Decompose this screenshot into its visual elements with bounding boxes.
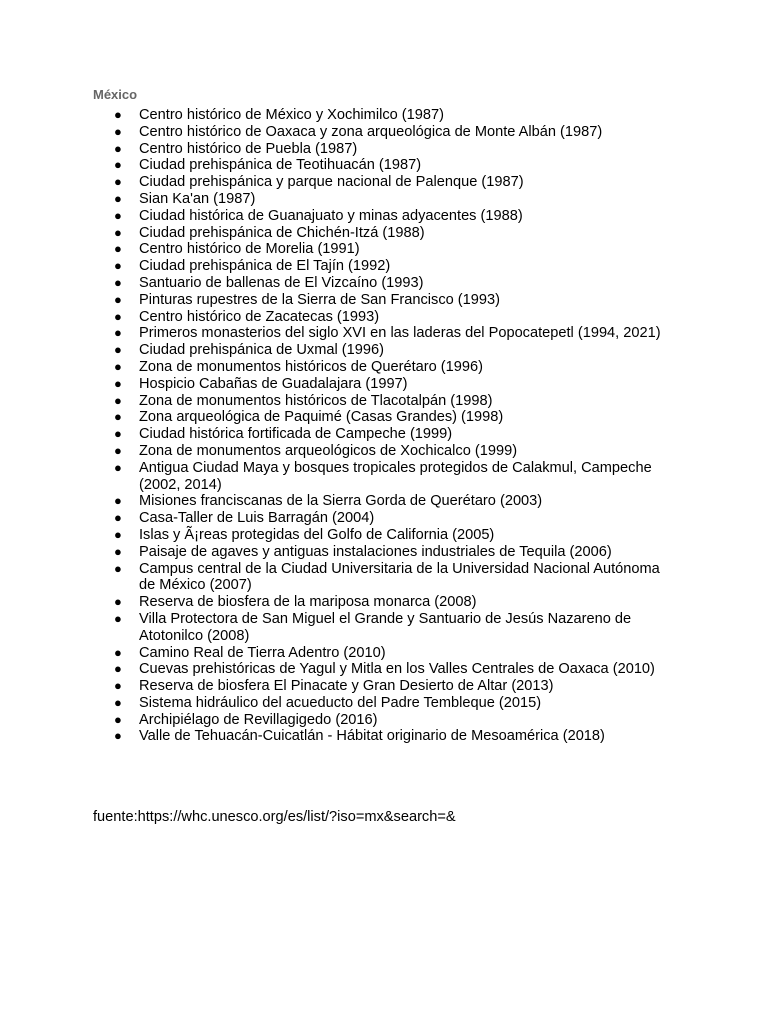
bullet-icon: ● (114, 409, 122, 425)
list-item (0, 208, 664, 225)
bullet-icon: ● (114, 728, 122, 744)
bullet-icon: ● (114, 510, 122, 526)
list-item-text: Cuevas prehistóricas de Yagul y Mitla en los Valles Centrales de Oaxaca (2010) (139, 661, 655, 678)
bullet-icon: ● (114, 644, 122, 660)
list-item (0, 510, 664, 527)
bullet-icon: ● (114, 207, 122, 223)
list-item (0, 275, 664, 292)
list-item-text: Ciudad prehispánica de Uxmal (1996) (139, 342, 384, 359)
heritage-site-list (0, 107, 700, 745)
bullet-icon: ● (114, 358, 122, 374)
list-item (0, 241, 664, 258)
bullet-icon: ● (114, 308, 122, 324)
list-item (0, 393, 664, 410)
bullet-icon: ● (114, 123, 122, 139)
list-item-text: Zona de monumentos históricos de Querétaro (1996) (139, 358, 483, 375)
list-item (0, 376, 664, 393)
list-item-text: Misiones franciscanas de la Sierra Gorda de Querétaro (2003) (139, 493, 543, 510)
list-item-text: Reserva de biosfera El Pinacate y Gran Desierto de Altar (2013) (139, 678, 554, 695)
bullet-icon: ● (114, 543, 122, 559)
list-item-text: Valle de Tehuacán-Cuicatlán - Hábitat originario de Mesoamérica (2018) (139, 728, 605, 745)
list-item-text: Ciudad prehispánica de Teotihuacán (1987) (139, 157, 422, 174)
bullet-icon: ● (114, 392, 122, 408)
bullet-icon: ● (114, 107, 122, 122)
list-item-text: Casa-Taller de Luis Barragán (2004) (139, 510, 375, 527)
bullet-icon: ● (114, 375, 122, 391)
list-item-text: Campus central de la Ciudad Universitaria de la Universidad Nacional Autónoma de México (2007) (139, 560, 660, 594)
list-item (0, 443, 664, 460)
list-item-text: Zona de monumentos históricos de Tlacotalpán (1998) (139, 392, 493, 409)
source-url-line: fuente:https://whc.unesco.org/es/list/?iso=mx&search=& (93, 809, 456, 825)
list-item-text: Ciudad histórica fortificada de Campeche (1999) (139, 426, 453, 443)
list-item-text: Centro histórico de Zacatecas (1993) (139, 308, 380, 325)
list-item (0, 342, 664, 359)
list-item-text: Paisaje de agaves y antiguas instalaciones industriales de Tequila (2006) (139, 543, 612, 560)
list-item-text: Ciudad histórica de Guanajuato y minas adyacentes (1988) (139, 207, 523, 224)
list-item (0, 174, 664, 191)
list-item-text: Centro histórico de Oaxaca y zona arqueológica de Monte Albán (1987) (139, 123, 603, 140)
bullet-icon: ● (114, 493, 122, 509)
bullet-icon: ● (114, 174, 122, 190)
list-item-text: Camino Real de Tierra Adentro (2010) (139, 644, 386, 661)
list-item-text: Centro histórico de Morelia (1991) (139, 241, 360, 258)
bullet-icon: ● (114, 325, 122, 341)
list-item-text: Primeros monasterios del siglo XVI en las laderas del Popocatepetl (1994, 2021) (139, 325, 661, 342)
document-heading: México (93, 87, 138, 102)
bullet-icon: ● (114, 426, 122, 442)
list-item (0, 594, 664, 611)
list-item (0, 141, 664, 158)
bullet-icon: ● (114, 711, 122, 727)
list-item-text: Ciudad prehispánica de Chichén-Itzá (1988) (139, 224, 425, 241)
list-item (0, 124, 664, 141)
bullet-icon: ● (114, 190, 122, 206)
list-item (0, 258, 664, 275)
bullet-icon: ● (114, 442, 122, 458)
list-item (0, 611, 664, 645)
list-item (0, 712, 664, 729)
bullet-icon: ● (114, 678, 122, 694)
list-item (0, 107, 664, 124)
list-item-text: Ciudad prehispánica y parque nacional de Palenque (1987) (139, 174, 524, 191)
list-item (0, 493, 664, 510)
list-item (0, 225, 664, 242)
bullet-icon: ● (114, 291, 122, 307)
list-item (0, 325, 664, 342)
bullet-icon: ● (114, 342, 122, 358)
list-item (0, 292, 664, 309)
list-item (0, 157, 664, 174)
list-item-text: Zona de monumentos arqueológicos de Xochicalco (1999) (139, 442, 518, 459)
list-item (0, 359, 664, 376)
bullet-icon: ● (114, 459, 122, 475)
bullet-icon: ● (114, 241, 122, 257)
list-item (0, 191, 664, 208)
bullet-icon: ● (114, 157, 122, 173)
list-item (0, 728, 664, 745)
list-item-text: Pinturas rupestres de la Sierra de San Francisco (1993) (139, 291, 500, 308)
list-item (0, 561, 664, 595)
list-item (0, 309, 664, 326)
list-item (0, 645, 664, 662)
bullet-icon: ● (114, 694, 122, 710)
list-item-text: Ciudad prehispánica de El Tajín (1992) (139, 258, 391, 275)
bullet-icon: ● (114, 610, 122, 626)
list-item-text: Antigua Ciudad Maya y bosques tropicales protegidos de Calakmul, Campeche (2002, 2014) (139, 459, 652, 493)
list-item (0, 426, 664, 443)
bullet-icon: ● (114, 526, 122, 542)
list-item (0, 695, 664, 712)
list-item-text: Archipiélago de Revillagigedo (2016) (139, 711, 378, 728)
bullet-icon: ● (114, 274, 122, 290)
list-item-text: Reserva de biosfera de la mariposa monarca (2008) (139, 594, 477, 611)
list-item-text: Centro histórico de México y Xochimilco (1987) (139, 107, 444, 123)
list-item-text: Hospicio Cabañas de Guadalajara (1997) (139, 375, 408, 392)
list-item-text: Centro histórico de Puebla (1987) (139, 140, 358, 157)
list-item (0, 460, 664, 494)
bullet-icon: ● (114, 258, 122, 274)
list-item-text: Sistema hidráulico del acueducto del Padre Tembleque (2015) (139, 694, 542, 711)
bullet-icon: ● (114, 594, 122, 610)
list-item (0, 678, 664, 695)
list-item (0, 409, 664, 426)
list-item-text: Islas y Ã¡reas protegidas del Golfo de California (2005) (139, 526, 495, 543)
bullet-icon: ● (114, 140, 122, 156)
list-item (0, 544, 664, 561)
list-item-text: Villa Protectora de San Miguel el Grande y Santuario de Jesús Nazareno de Atotonilco (2008) (139, 610, 632, 644)
list-item-text: Santuario de ballenas de El Vizcaíno (1993) (139, 274, 424, 291)
list-item (0, 661, 664, 678)
list-item-text: Zona arqueológica de Paquimé (Casas Grandes) (1998) (139, 409, 504, 426)
list-item (0, 527, 664, 544)
list-item-text: Sian Ka'an (1987) (139, 190, 256, 207)
bullet-icon: ● (114, 224, 122, 240)
bullet-icon: ● (114, 661, 122, 677)
bullet-icon: ● (114, 560, 122, 576)
